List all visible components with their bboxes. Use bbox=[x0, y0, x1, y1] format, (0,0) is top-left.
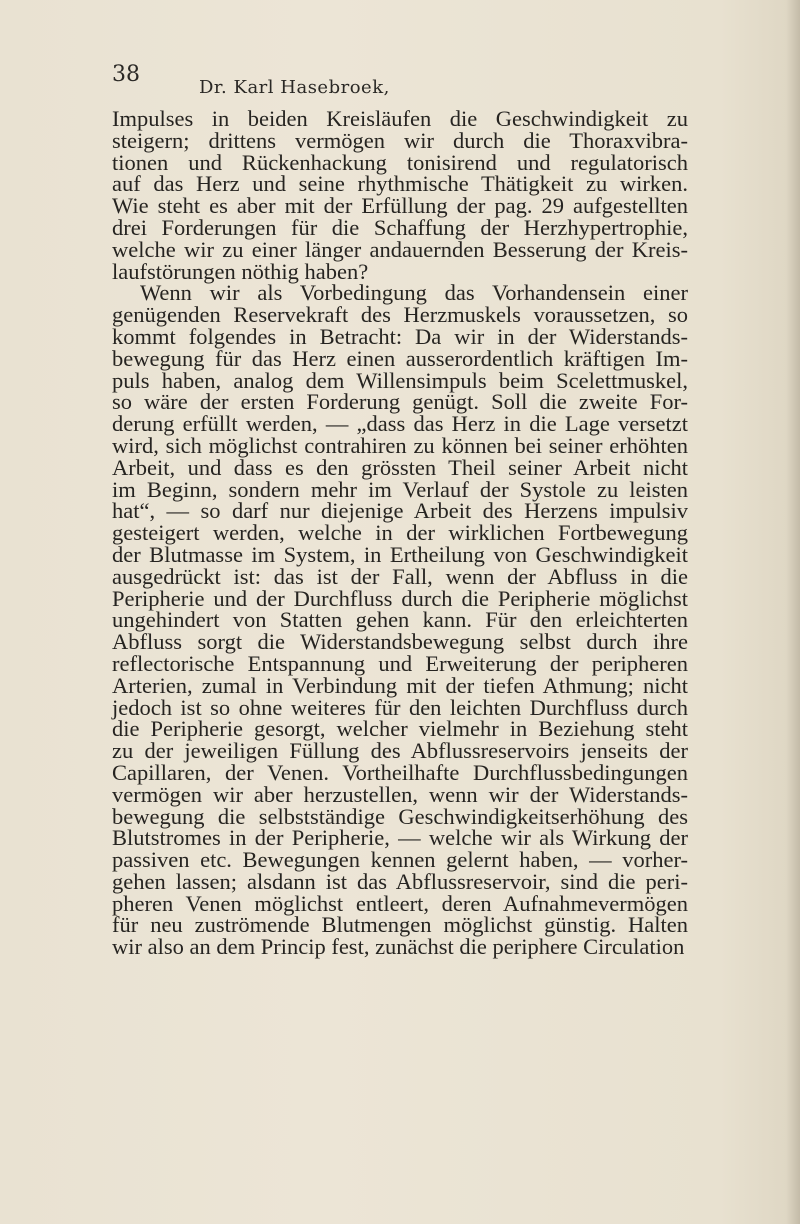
page-edge-shadow bbox=[786, 0, 800, 1224]
text-line: bewegung für das Herz einen ausserordentlich kräftigen Im- bbox=[112, 345, 688, 371]
text-line: der Blutmasse im System, in Ertheilung von Geschwindigkeit bbox=[112, 541, 688, 567]
text-line: jedoch ist so ohne weiteres für den leichten Durchfluss durch bbox=[112, 694, 688, 720]
text-line: für neu zuströmende Blutmengen möglichst günstig. Halten bbox=[112, 912, 688, 938]
text-line: bewegung die selbstständige Geschwindigkeitserhöhung des bbox=[112, 803, 688, 829]
text-line: genügenden Reservekraft des Herzmuskels voraussetzen, so bbox=[112, 302, 688, 328]
text-line: gehen lassen; alsdann ist das Abflussreservoir, sind die peri- bbox=[112, 868, 688, 894]
text-line: vermögen wir aber herzustellen, wenn wir der Widerstands- bbox=[112, 781, 688, 807]
text-line: ungehindert von Statten gehen kann. Für den erleichterten bbox=[112, 607, 688, 633]
text-line: passiven etc. Bewegungen kennen gelernt haben, — vorher- bbox=[112, 847, 688, 873]
text-line: puls haben, analog dem Willensimpuls beim Scelettmuskel, bbox=[112, 367, 688, 393]
text-line: welche wir zu einer länger andauernden Besserung der Kreis- bbox=[112, 236, 688, 262]
running-head: Dr. Karl Hasebroek, bbox=[199, 77, 390, 98]
text-line: Arbeit, und dass es den grössten Theil seiner Arbeit nicht bbox=[112, 454, 688, 480]
text-line: Capillaren, der Venen. Vortheilhafte Durchflussbedingungen bbox=[112, 759, 688, 785]
page-number: 38 bbox=[112, 62, 140, 87]
text-line: Impulses in beiden Kreisläufen die Geschwindigkeit zu bbox=[112, 106, 688, 131]
text-line: Arterien, zumal in Verbindung mit der tiefen Athmung; nicht bbox=[112, 672, 688, 698]
text-line: zu der jeweiligen Füllung des Abflussreservoirs jenseits der bbox=[112, 738, 688, 764]
text-line: reflectorische Entspannung und Erweiterung der peripheren bbox=[112, 650, 688, 676]
text-line: auf das Herz und seine rhythmische Thätigkeit zu wirken. bbox=[112, 171, 688, 197]
text-line: die Peripherie gesorgt, welcher vielmehr in Beziehung steht bbox=[112, 716, 688, 742]
text-line: im Beginn, sondern mehr im Verlauf der Systole zu leisten bbox=[112, 476, 688, 502]
text-line: wird, sich möglichst contrahiren zu können bei seiner erhöhten bbox=[112, 432, 688, 458]
text-line: steigern; drittens vermögen wir durch die Thoraxvibra- bbox=[112, 127, 688, 153]
text-line: Wenn wir als Vorbedingung das Vorhandensein einer bbox=[140, 280, 688, 306]
text-line: tionen und Rückenhackung tonisirend und regulatorisch bbox=[112, 149, 688, 175]
text-line: Blutstromes in der Peripherie, — welche wir als Wirkung der bbox=[112, 825, 688, 851]
body-text bbox=[112, 108, 688, 958]
text-line: derung erfüllt werden, — „dass das Herz in die Lage versetzt bbox=[112, 411, 688, 437]
text-line: Wie steht es aber mit der Erfüllung der pag. 29 aufgestellten bbox=[112, 193, 688, 219]
page-header bbox=[112, 62, 672, 102]
text-line: drei Forderungen für die Schaffung der Herzhypertrophie, bbox=[112, 214, 688, 240]
text-line: Peripherie und der Durchfluss durch die Peripherie möglichst bbox=[112, 585, 688, 611]
text-line: hat“, — so darf nur diejenige Arbeit des Herzens impulsiv bbox=[112, 498, 688, 524]
text-line: kommt folgendes in Betracht: Da wir in der Widerstands- bbox=[112, 323, 688, 349]
text-line: Abfluss sorgt die Widerstandsbewegung selbst durch ihre bbox=[112, 629, 688, 655]
text-line: so wäre der ersten Forderung genügt. Soll die zweite For- bbox=[112, 389, 688, 415]
text-line: gesteigert werden, welche in der wirklichen Fortbewegung bbox=[112, 520, 688, 546]
text-line: laufstörungen nöthig haben? bbox=[112, 258, 369, 284]
text-line: ausgedrückt ist: das ist der Fall, wenn der Abfluss in die bbox=[112, 563, 688, 589]
text-line: wir also an dem Princip fest, zunächst die periphere Circulation bbox=[112, 934, 685, 960]
text-line: pheren Venen möglichst entleert, deren Aufnahmevermögen bbox=[112, 890, 688, 916]
